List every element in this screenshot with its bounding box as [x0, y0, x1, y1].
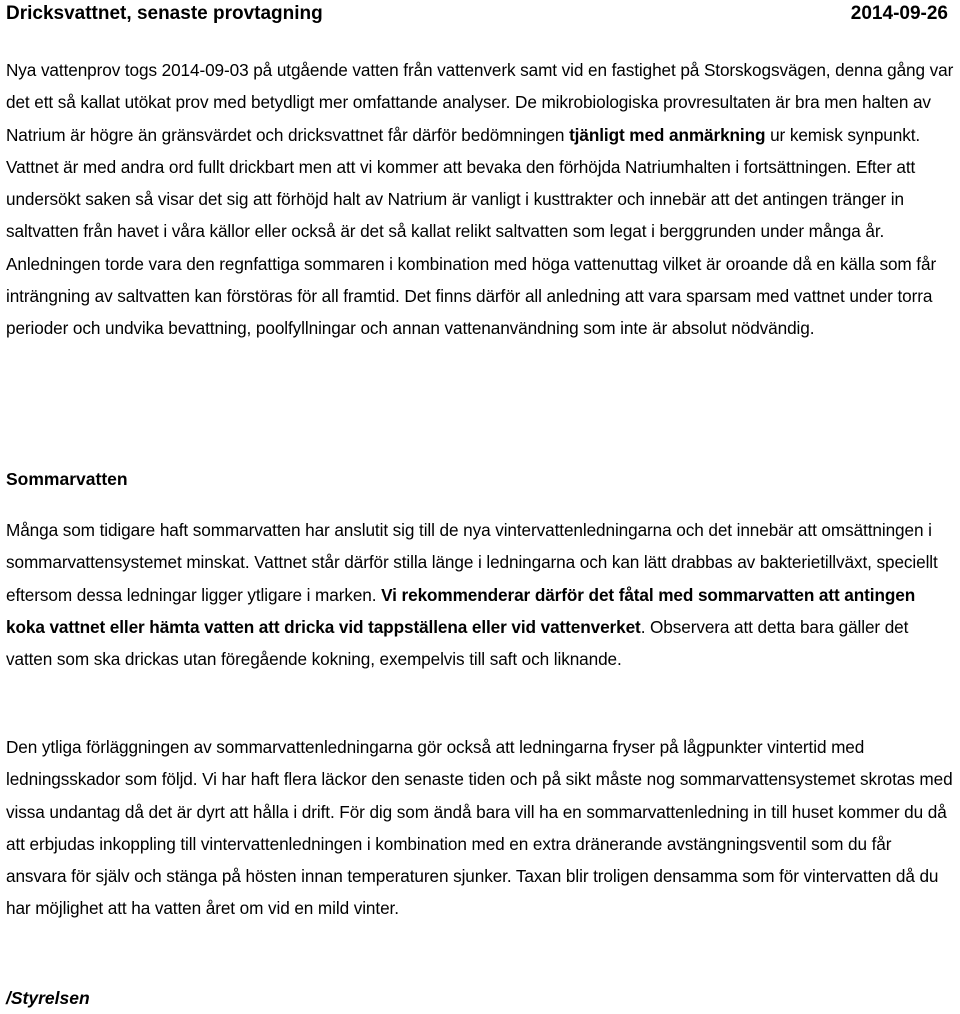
document-date: 2014-09-26 — [850, 3, 948, 24]
paragraph-text: ur kemisk synpunkt. Vattnet är med andra ord fullt drickbart men att vi kommer att bevaka den förhöjda Natriumhalten i fortsättningen. Efter att undersökt saken så visar det sig att förhöjd halt av Natrium är vanligt i kusttrakter och innebär att det antingen tränger in saltvatten från havet i våra källor eller också är det så kallat relikt saltvatten som legat i berggrunden under många år. Anledningen torde vara den regnfattiga sommaren i kombination med höga vattenuttag vilket är oroande då en källa som får inträngning av saltvatten kan förstöras för all framtid. Det finns därför all anledning att vara sparsam med vattnet under torra perioder och undvika bevattning, poolfyllningar och annan vattenanvändning som inte är absolut nödvändig. — [6, 124, 937, 339]
paragraph-text: Nya vattenprov togs 2014-09-03 på utgående vatten från vattenverk samt vid en fastighet på Storskogsvägen, denna gång var det ett så kallat utökat prov med betydligt mer omfattande analyser. De mikrobiologiska provresultaten är bra men halten av Natrium är högre än gränsvärdet och dricksvattnet får därför bedömningen — [6, 60, 954, 145]
paragraph-freezing — [6, 731, 954, 925]
recommendation-text: Vi rekommenderar därför det fåtal med sommarvatten att antingen koka vattnet eller hämta vatten att dricka vid tappställena eller vid vattenverket — [6, 584, 916, 637]
paragraph-water-test — [6, 54, 954, 345]
section-heading: Sommarvatten — [6, 469, 128, 489]
emphasis-text: tjänligt med anmärkning — [569, 124, 766, 145]
paragraph-text: Många som tidigare haft sommarvatten har anslutit sig till de nya vintervattenledningarna och det innebär att omsättningen i sommarvattensystemet minskat. Vattnet står därför stilla länge i ledningarna och kan lätt drabbas av bakterietillväxt, speciellt eftersom dessa ledningar ligger ytligare i marken. — [6, 520, 938, 605]
paragraph-text: . Observera att detta bara gäller det vatten som ska drickas utan föregående kokning, exempelvis till saft och liknande. — [6, 616, 909, 670]
paragraph-text: Den ytliga förläggningen av sommarvattenledningarna gör också att ledningarna fryser på lågpunkter vintertid med ledningsskador som följd. Vi har haft flera läckor den senaste tiden och på sikt måste nog sommarvattensystemet skrotas med vissa undantag då det är dyrt att hålla i drift. För dig som ändå bara vill ha en sommarvattenledning in till huset kommer du då att erbjudas inkoppling till vintervattenledningen i kombination med en extra dränerande avstängningsventil som du får ansvara för själv och stänga på hösten innan temperaturen sjunker. Taxan blir troligen densamma som för vintervatten då du har möjlighet att ha vatten året om vid en mild vinter. — [6, 737, 953, 919]
paragraph-summer-water — [6, 514, 954, 675]
document-header — [6, 0, 948, 28]
signature: /Styrelsen — [6, 988, 90, 1008]
document-title: Dricksvattnet, senaste provtagning — [6, 3, 323, 24]
